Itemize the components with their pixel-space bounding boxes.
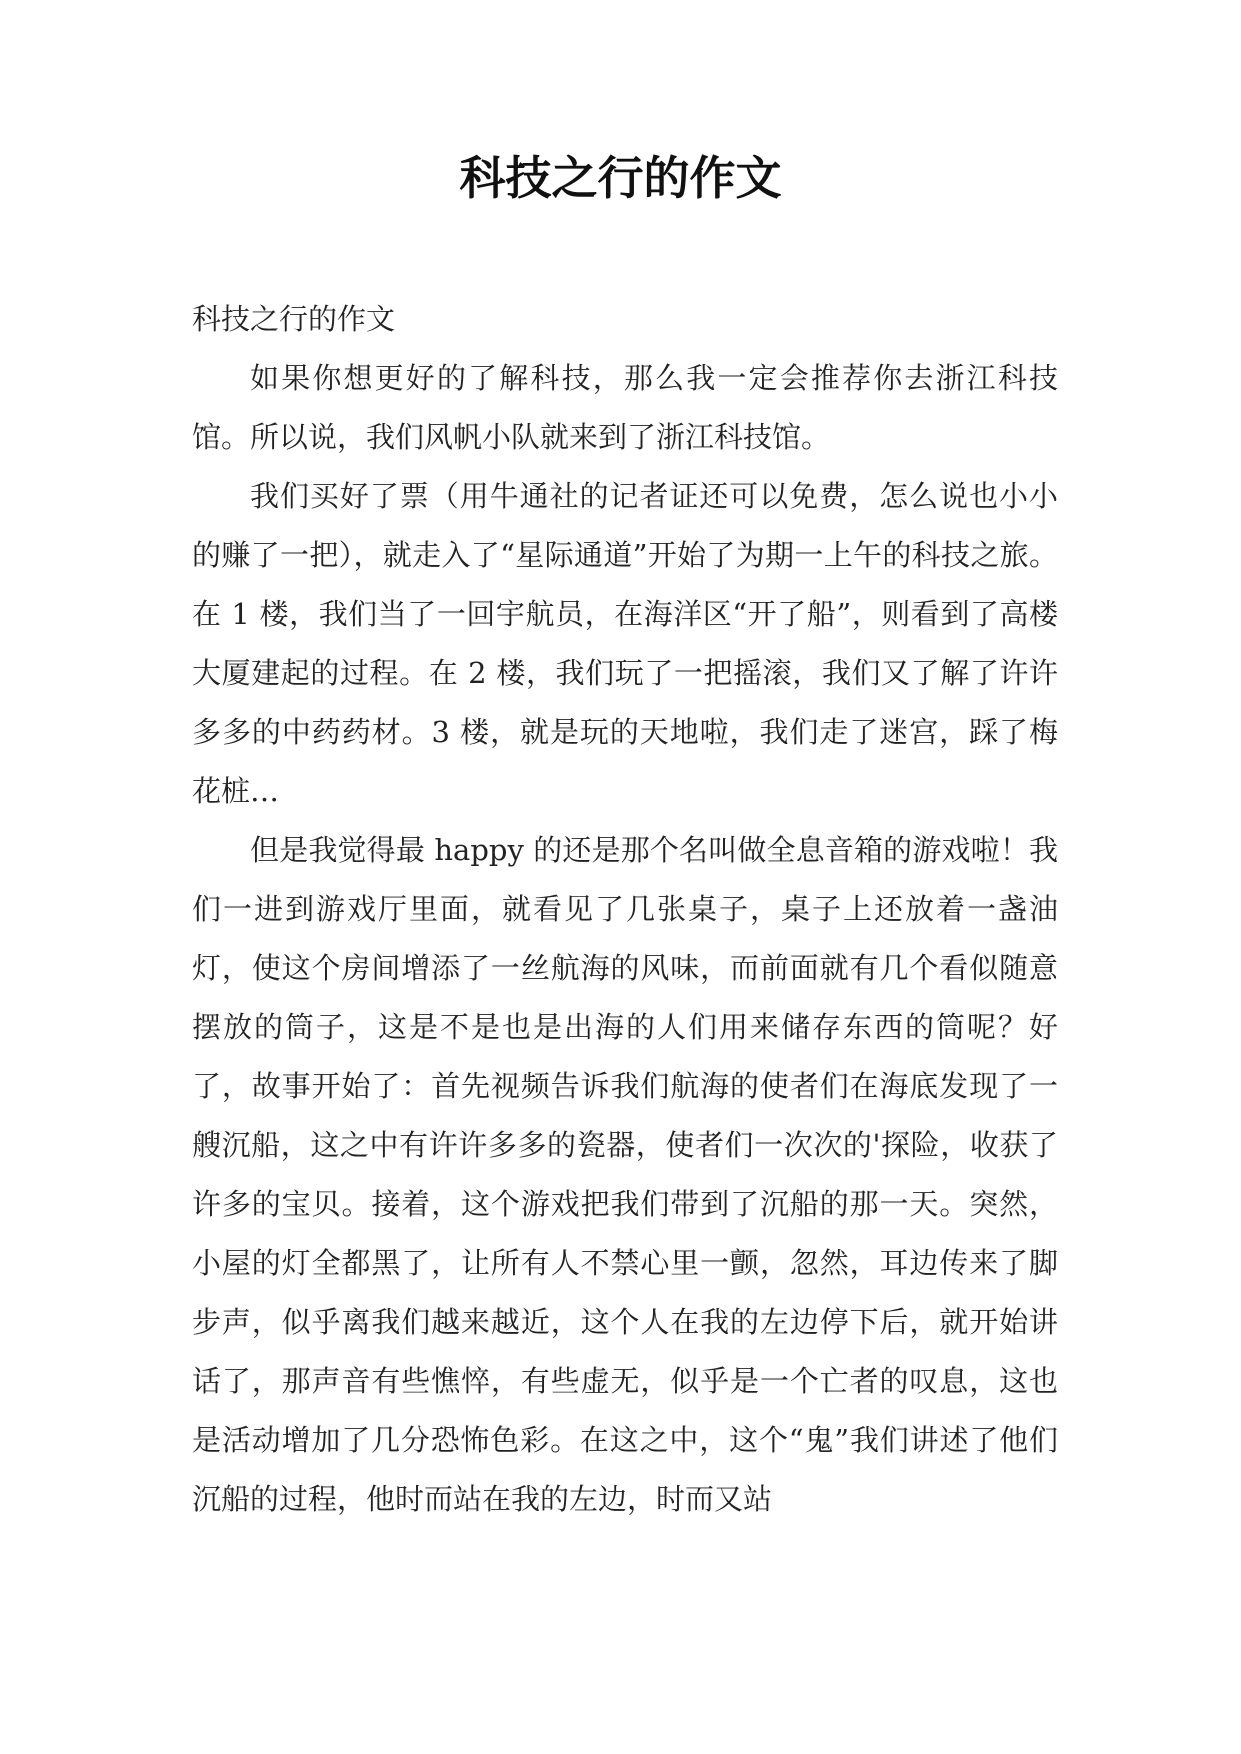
document-title: 科技之行的作文 xyxy=(459,151,782,205)
paragraph-2: 我们买好了票（用牛通社的记者证还可以免费，怎么说也小小的赚了一把），就走入了“星际通道”开始了为期一上午的科技之旅。在 1 楼，我们当了一回宇航员，在海洋区“开了船”，则看到了高楼大厦建起的过程。在 2 楼，我们玩了一把摇滚，我们又了解了许许多多的中药药材。3 楼，就是玩的天地啦，我们走了迷宫，踩了梅花桩… xyxy=(192,479,1058,808)
paragraph-1: 如果你想更好的了解科技，那么我一定会推荐你去浙江科技馆。所以说，我们风帆小队就来到了浙江科技馆。 xyxy=(192,361,1058,454)
essay-heading: 科技之行的作文 xyxy=(192,302,396,336)
paragraph-3: 但是我觉得最 happy 的还是那个名叫做全息音箱的游戏啦！我们一进到游戏厅里面，就看见了几张桌子，桌子上还放着一盏油灯，使这个房间增添了一丝航海的风味，而前面就有几个看似随意摆放的筒子，这是不是也是出海的人们用来储存东西的筒呢？好了，故事开始了：首先视频告诉我们航海的使者们在海底发现了一艘沉船，这之中有许许多多的瓷器，使者们一次次的'探险，收获了许多的宝贝。接着，这个游戏把我们带到了沉船的那一天。突然，小屋的灯全都黑了，让所有人不禁心里一颤，忽然，耳边传来了脚步声，似乎离我们越来越近，这个人在我的左边停下后，就开始讲话了，那声音有些憔悴，有些虚无，似乎是一个亡者的叹息，这也是活动增加了几分恐怖色彩。在这之中，这个“鬼”我们讲述了他们沉船的过程，他时而站在我的左边，时而又站 xyxy=(192,833,1058,1516)
document-body xyxy=(192,290,1058,1529)
